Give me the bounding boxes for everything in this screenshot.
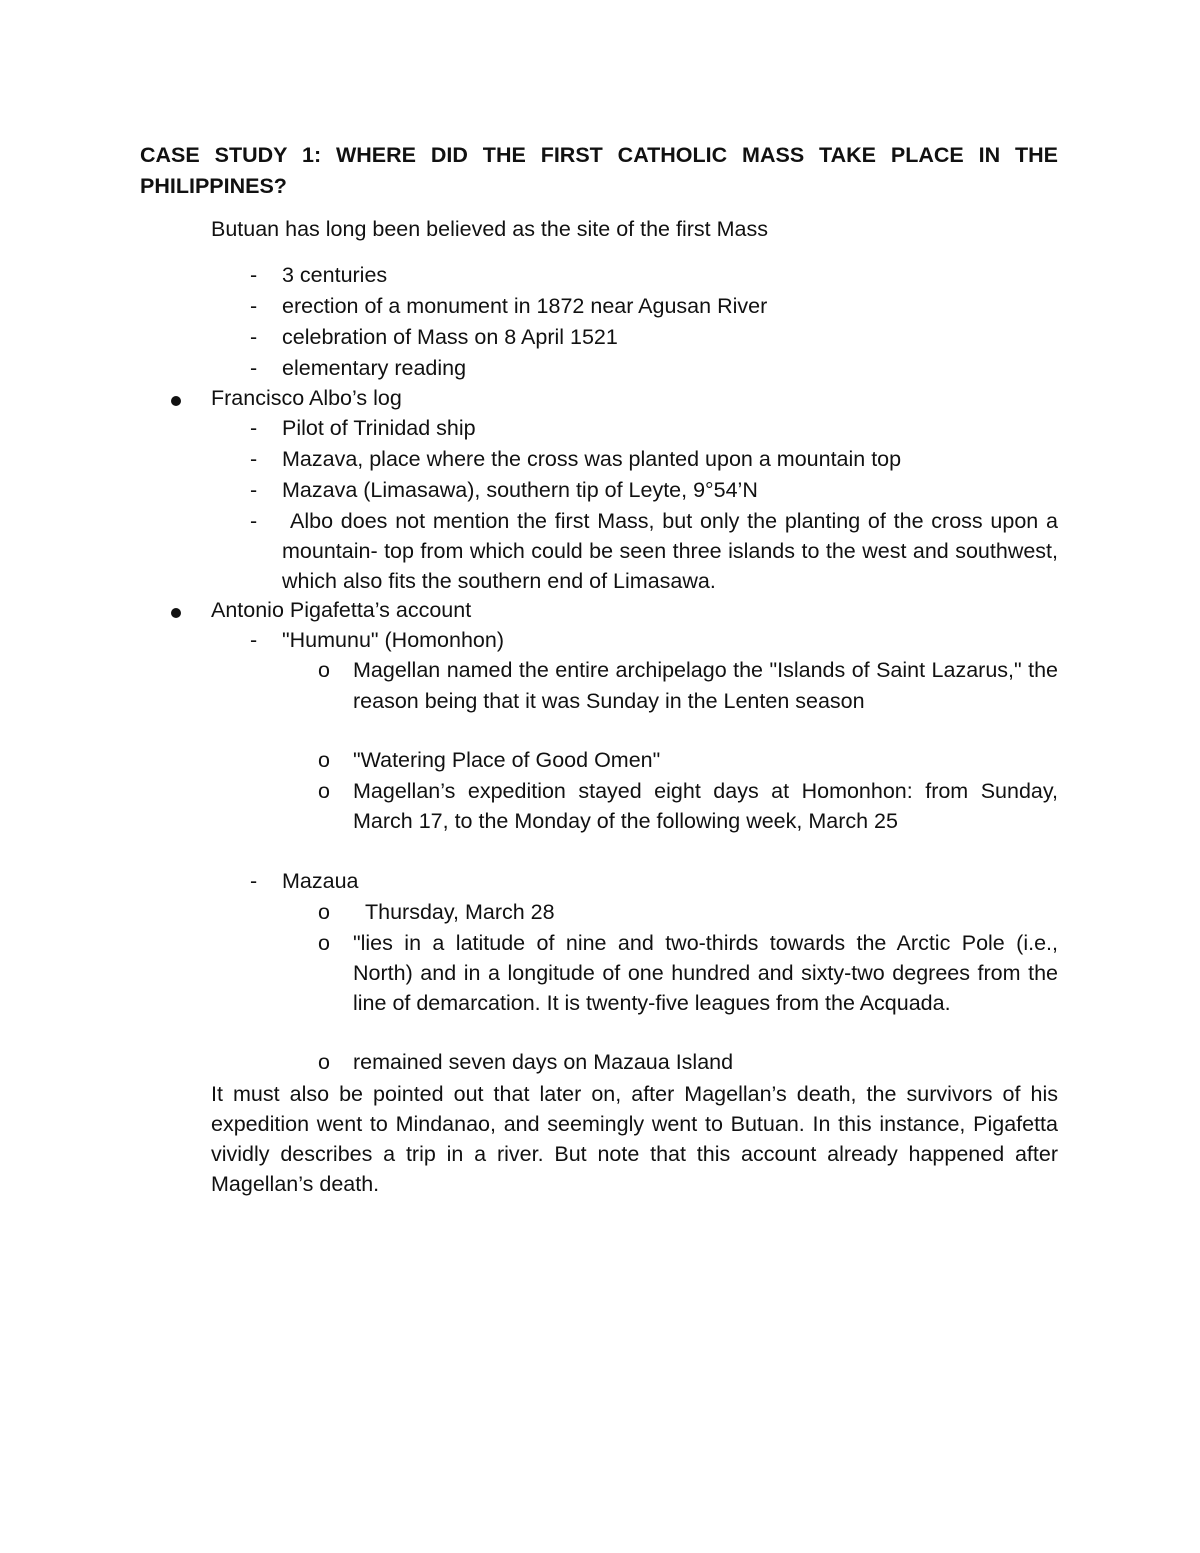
dash-marker: -	[250, 628, 258, 652]
dash-marker: -	[250, 325, 258, 349]
list-item-text: Mazaua	[282, 869, 359, 893]
list-item-text: elementary reading	[282, 356, 467, 380]
list-item-text: Pilot of Trinidad ship	[282, 416, 476, 440]
sub-list-item-text: Magellan named the entire archipelago the "Islands of Saint Lazarus," the reason being that it was Sunday in the Lenten season	[353, 658, 1058, 713]
dash-marker: -	[250, 869, 258, 893]
section-heading-text: Antonio Pigafetta’s account	[211, 598, 472, 622]
circle-marker: o	[318, 931, 330, 955]
section-heading-text: Francisco Albo’s log	[211, 386, 402, 410]
bullet-marker	[171, 396, 181, 406]
dash-marker: -	[250, 356, 258, 380]
dash-marker: -	[250, 447, 258, 471]
circle-marker: o	[318, 1050, 330, 1074]
dash-marker: -	[250, 263, 258, 287]
sub-list-item-text: "lies in a latitude of nine and two-thirds towards the Arctic Pole (i.e., North) and in a longitude of one hundred and sixty-two degrees from the line of demarcation. It is twenty-five leagues from the Acquada.	[353, 931, 1058, 1015]
circle-marker: o	[318, 900, 330, 924]
list-item-text: "Humunu" (Homonhon)	[282, 628, 505, 652]
intro-text: Butuan has long been believed as the site of the first Mass	[211, 217, 768, 241]
bullet-marker	[171, 608, 181, 618]
circle-marker: o	[318, 779, 330, 803]
list-item-text: celebration of Mass on 8 April 1521	[282, 325, 618, 349]
circle-marker: o	[318, 658, 330, 682]
circle-marker: o	[318, 748, 330, 772]
dash-marker: -	[250, 294, 258, 318]
sub-list-item-text: "Watering Place of Good Omen"	[353, 748, 661, 772]
dash-marker: -	[250, 509, 258, 533]
sub-list-item-text: remained seven days on Mazaua Island	[353, 1050, 734, 1074]
page-title: CASE STUDY 1: WHERE DID THE FIRST CATHOLIC MASS TAKE PLACE IN THE PHILIPPINES?	[140, 143, 1058, 198]
list-item-text: Albo does not mention the first Mass, but only the planting of the cross upon a mountain- top from which could be seen three islands to the west and southwest, which also fits the southern end of Limasawa.	[282, 509, 1058, 593]
dash-marker: -	[250, 478, 258, 502]
sub-list-item-text: Thursday, March 28	[365, 900, 555, 924]
list-item-text: Mazava, place where the cross was planted upon a mountain top	[282, 447, 902, 471]
list-item-text: Mazava (Limasawa), southern tip of Leyte, 9°54’N	[282, 478, 758, 502]
list-item-text: erection of a monument in 1872 near Agusan River	[282, 294, 768, 318]
dash-marker: -	[250, 416, 258, 440]
sub-list-item-text: Magellan’s expedition stayed eight days at Homonhon: from Sunday, March 17, to the Monday of the following week, March 25	[353, 779, 1058, 833]
closing-paragraph: It must also be pointed out that later on, after Magellan’s death, the survivors of his expedition went to Mindanao, and seemingly went to Butuan. In this instance, Pigafetta vividly describes a trip in a river. But note that this account already happened after Magellan’s death.	[211, 1082, 1058, 1196]
list-item-text: 3 centuries	[282, 263, 388, 287]
